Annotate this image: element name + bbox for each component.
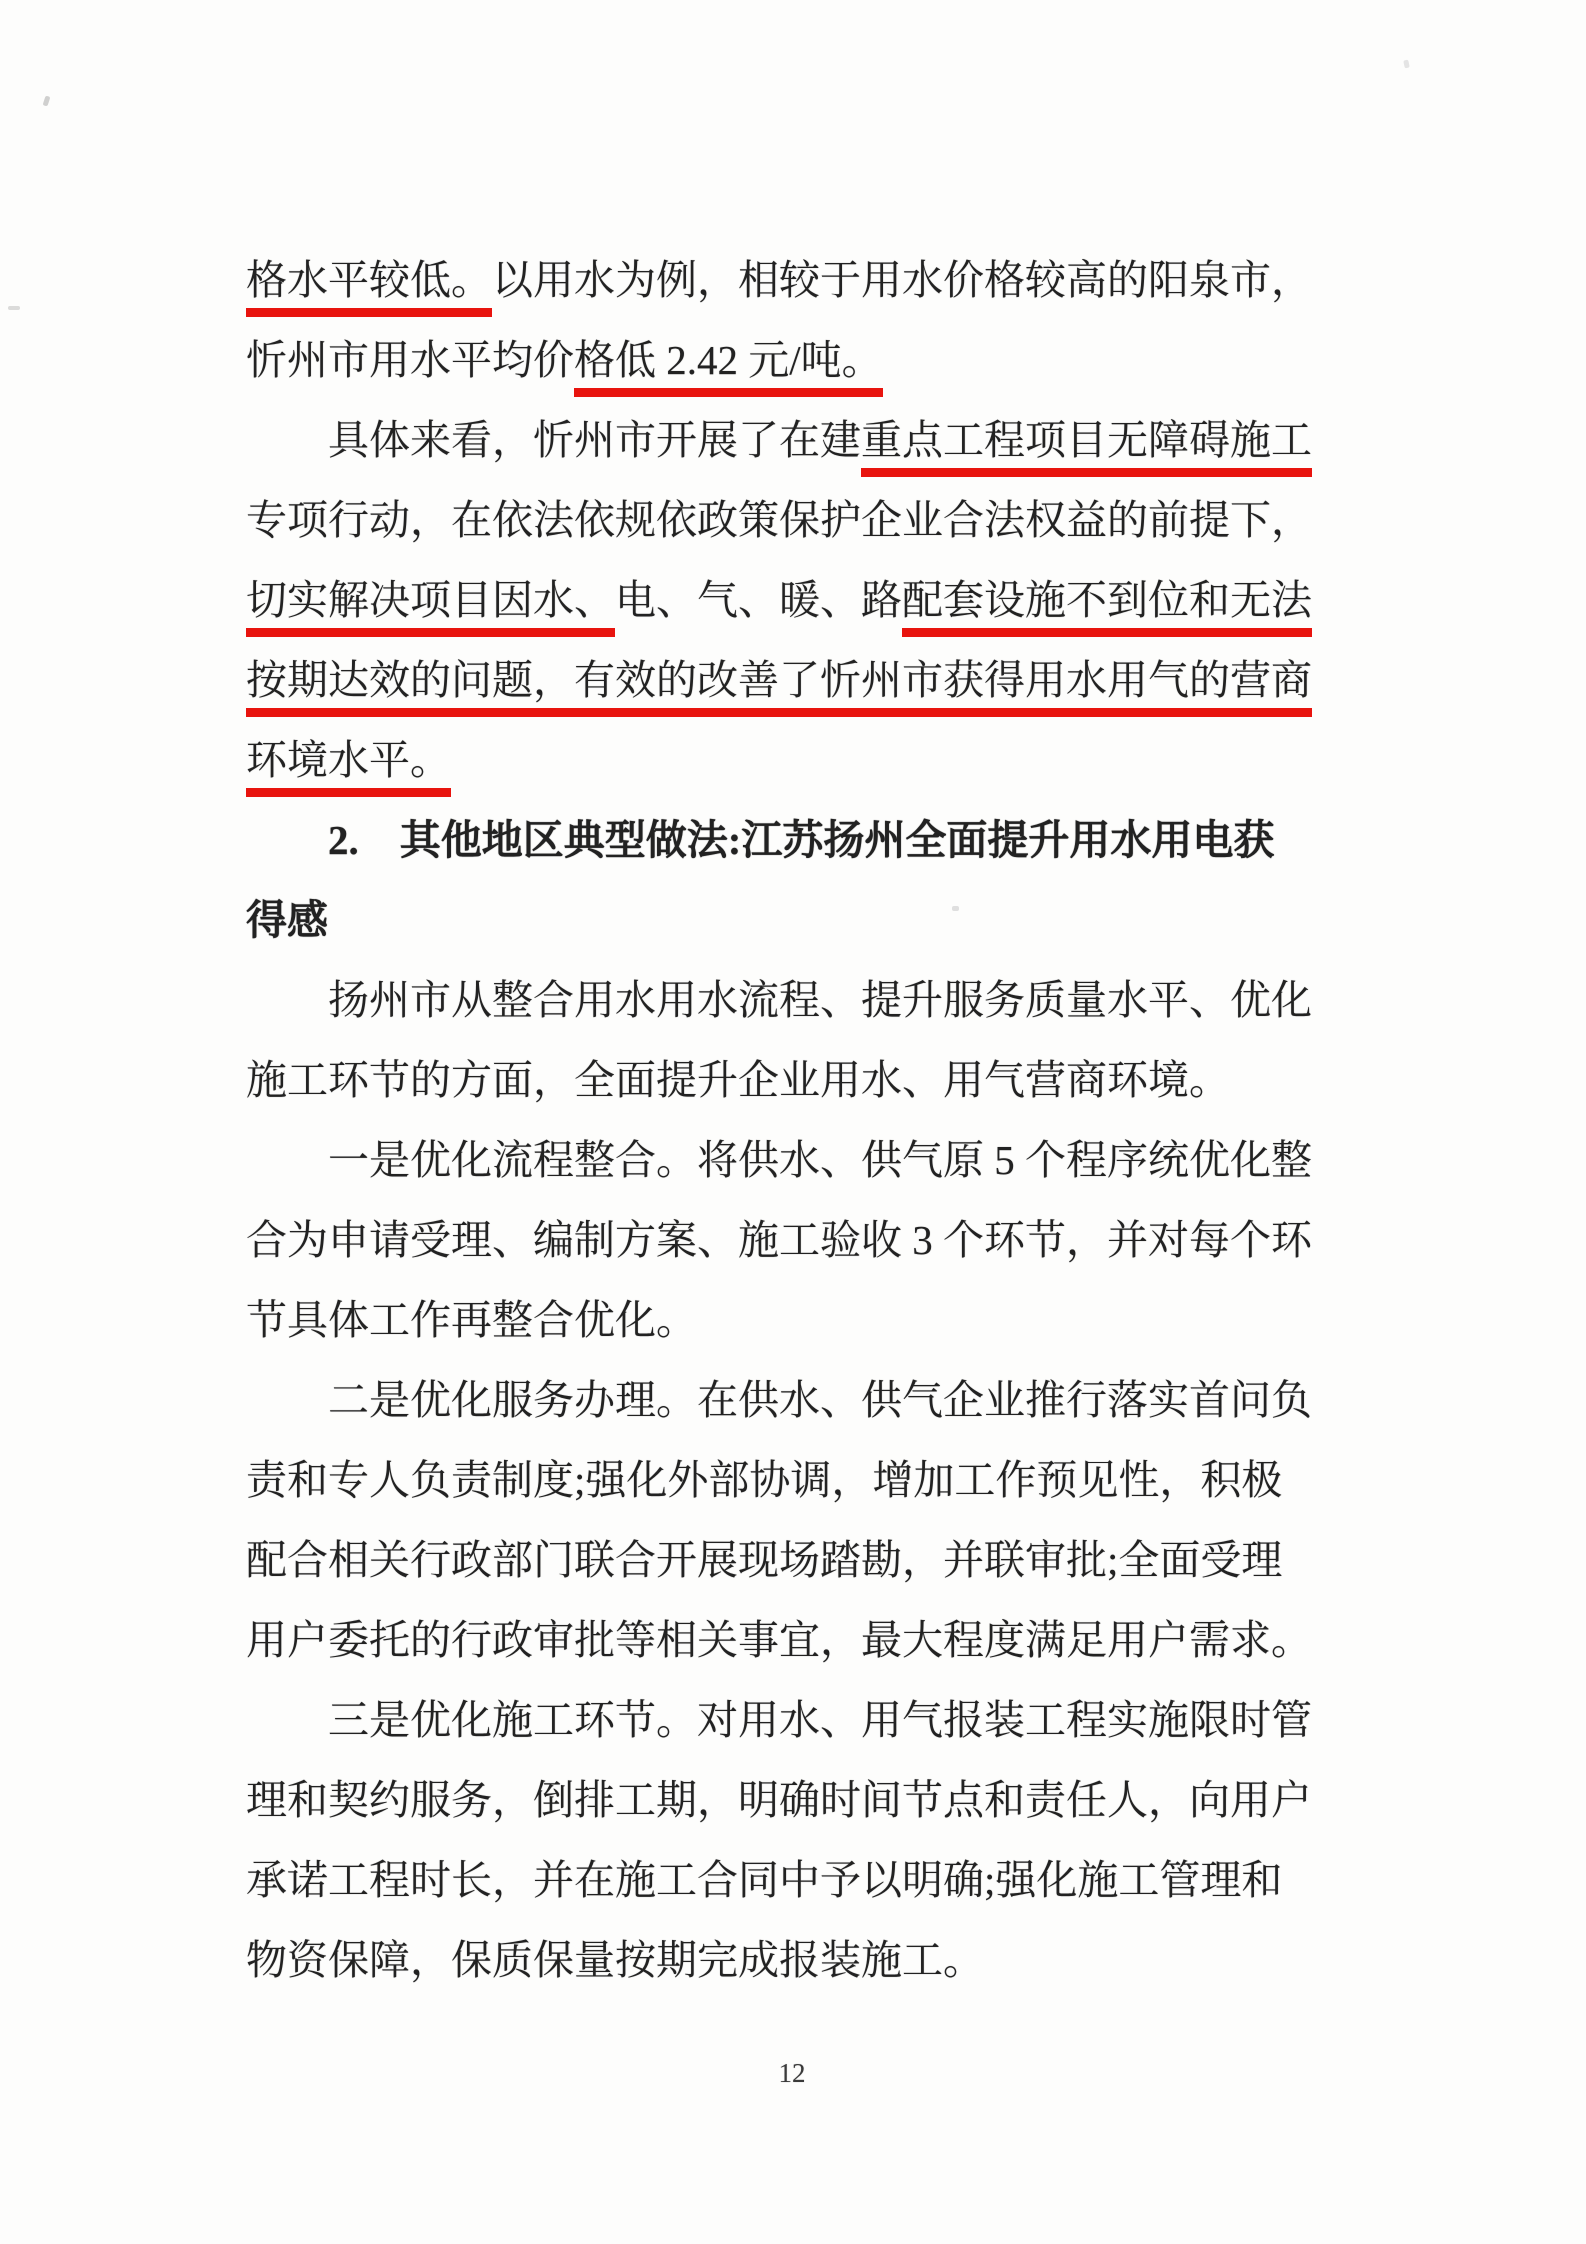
text-segment: 忻州市用水平均价 bbox=[246, 337, 574, 383]
red-underlined-text-segment: 按期达效的问题， bbox=[246, 657, 574, 717]
text-segment: 责和专人负责制度;强化外部协调，增加工作预见性，积极 bbox=[246, 1457, 1283, 1503]
document-body bbox=[246, 240, 1326, 2000]
text-line bbox=[246, 240, 1326, 320]
text-line bbox=[246, 320, 1326, 400]
scan-speck bbox=[1403, 60, 1410, 69]
heading-line bbox=[246, 800, 1326, 880]
text-segment: 施工环节的方面，全面提升企业用水、用气营商环境。 bbox=[246, 1057, 1230, 1103]
page-number: 12 bbox=[778, 2058, 806, 2088]
text-segment: 一是优化流程整合。将供水、供气原 5 个程序统优化整 bbox=[328, 1137, 1312, 1183]
text-line bbox=[246, 480, 1326, 560]
text-segment: 以用水为例，相较于用水价格较高的阳泉市， bbox=[492, 257, 1312, 303]
text-segment: 具体来看，忻州市开展了在建 bbox=[328, 417, 861, 463]
heading-line bbox=[246, 880, 1326, 960]
red-underlined-text-segment: 格水平较低。 bbox=[246, 257, 492, 317]
text-segment: 二是优化服务办理。在供水、供气企业推行落实首问负 bbox=[328, 1377, 1312, 1423]
text-line bbox=[246, 560, 1326, 640]
text-line bbox=[246, 1680, 1326, 1760]
text-line bbox=[246, 1040, 1326, 1120]
red-underlined-text-segment: 环境水平。 bbox=[246, 737, 451, 797]
text-segment: 得感 bbox=[246, 897, 328, 943]
text-line bbox=[246, 960, 1326, 1040]
red-underlined-text-segment: 配套设施不到位和无法 bbox=[902, 577, 1312, 637]
text-segment: 理和契约服务，倒排工期，明确时间节点和责任人，向用户 bbox=[246, 1777, 1312, 1823]
text-line bbox=[246, 1360, 1326, 1440]
text-segment: 物资保障，保质保量按期完成报装施工。 bbox=[246, 1937, 984, 1983]
text-segment: 配合相关行政部门联合开展现场踏勘，并联审批;全面受理 bbox=[246, 1537, 1283, 1583]
text-line bbox=[246, 1200, 1326, 1280]
text-line bbox=[246, 1600, 1326, 1680]
red-underlined-text-segment: 重点工程项目无障碍施工 bbox=[861, 417, 1312, 477]
text-segment: 扬州市从整合用水用水流程、提升服务质量水平、优化 bbox=[328, 977, 1312, 1023]
text-line bbox=[246, 1520, 1326, 1600]
text-segment: 专项行动，在依法依规依政策保护企业合法权益的前提下， bbox=[246, 497, 1312, 543]
text-line bbox=[246, 1120, 1326, 1200]
text-line bbox=[246, 1840, 1326, 1920]
text-line bbox=[246, 400, 1326, 480]
text-line bbox=[246, 1920, 1326, 2000]
text-segment: 电、气、暖、路 bbox=[615, 577, 902, 623]
red-underlined-text-segment: 有效的改善了忻州市获得用水用气的营商 bbox=[574, 657, 1312, 717]
red-underlined-text-segment: 切实解决项目因水、 bbox=[246, 577, 615, 637]
text-line bbox=[246, 640, 1326, 720]
text-segment: 节具体工作再整合优化。 bbox=[246, 1297, 697, 1343]
scan-speck bbox=[8, 306, 20, 310]
text-line bbox=[246, 1760, 1326, 1840]
text-segment: 用户委托的行政审批等相关事宜，最大程度满足用户需求。 bbox=[246, 1617, 1312, 1663]
scan-speck bbox=[43, 95, 51, 106]
text-segment: 三是优化施工环节。对用水、用气报装工程实施限时管 bbox=[328, 1697, 1312, 1743]
text-line bbox=[246, 1280, 1326, 1360]
text-line bbox=[246, 1440, 1326, 1520]
text-line bbox=[246, 720, 1326, 800]
text-segment: 承诺工程时长，并在施工合同中予以明确;强化施工管理和 bbox=[246, 1857, 1283, 1903]
text-segment: 合为申请受理、编制方案、施工验收 3 个环节，并对每个环 bbox=[246, 1217, 1312, 1263]
red-underlined-text-segment: 格低 2.42 元/吨。 bbox=[574, 337, 883, 397]
text-segment: 2. 其他地区典型做法:江苏扬州全面提升用水用电获 bbox=[328, 817, 1275, 863]
